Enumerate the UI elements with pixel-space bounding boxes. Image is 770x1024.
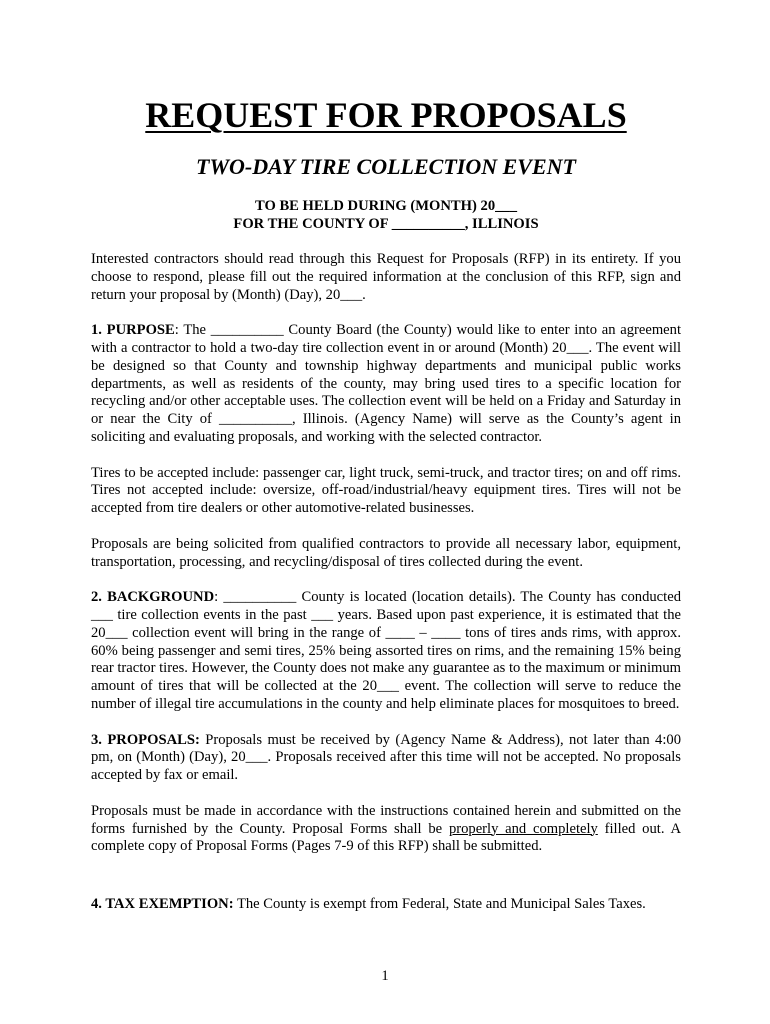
background-text: : __________ County is located (location details). The County has conducted ___ tire collection events in the past ___ years. Based upon past experience, it is estimated that the 20___ collection event will bring in the range of ____ – ____ tons of tires ands rims, with approx. 60% being passenger and semi tires, 25% being assorted tires on rims, and the remaining 15% being rear tractor tires. However, the County does not make any guarantee as to the maximum or minimum amount of tires that will be collected at the 20___ event. The collection will serve to reduce the number of illegal tire accumulations in the county and help eliminate places for mosquitoes to breed. <box>91 589 681 712</box>
forms-text-a: Proposals must be made in accordance with the instructions contained herein and submitted on the forms furnished by the County. Proposal Forms shall be <box>91 802 681 837</box>
tax-exemption-text: The County is exempt from Federal, State and Municipal Sales Taxes. <box>233 896 646 913</box>
tax-exemption-heading: 4. TAX EXEMPTION: <box>91 896 234 913</box>
intro-paragraph: Interested contractors should read through this Request for Proposals (RFP) in its entirety. If you choose to respond, please fill out the required information at the conclusion of this RFP, sign and return your proposal by (Month) (Day), 20___. <box>91 251 681 303</box>
purpose-text: : The __________ County Board (the County) would like to enter into an agreement with a contractor to hold a two-day tire collection event in or around (Month) 20___. The event will be designed so that County and township highway departments and municipal public works departments, as well as residents of the county, may bring used tires to a specific location for recycling and/or other acceptable uses. The collection event will be held on a Friday and Saturday in or near the City of __________, Illinois. (Agency Name) will serve as the County’s agent in soliciting and evaluating proposals, and working with the selected contractor. <box>91 322 682 445</box>
tax-exemption-paragraph <box>91 896 681 914</box>
proposals-text: Proposals must be received by (Agency Name & Address), not later than 4:00 pm, on (Month) (Day), 20___. Proposals received after this time will not be accepted. No proposals accepted by fax or email. <box>91 731 681 784</box>
document-body <box>91 93 681 914</box>
event-held-line-1: TO BE HELD DURING (MONTH) 20___ <box>254 198 518 214</box>
event-held-line-2: FOR THE COUNTY OF __________, ILLINOIS <box>233 216 539 232</box>
forms-text-underlined: properly and completely <box>448 820 598 837</box>
purpose-paragraph <box>91 322 681 447</box>
document-subtitle: TWO-DAY TIRE COLLECTION EVENT <box>196 154 576 179</box>
solicitation-paragraph: Proposals are being solicited from qualified contractors to provide all necessary labor, equipment, transportation, processing, and recycling/disposal of tires collected during the event. <box>91 535 681 570</box>
document-title: REQUEST FOR PROPOSALS <box>145 95 627 135</box>
background-heading: 2. BACKGROUND <box>91 589 215 606</box>
page-number: 1 <box>381 968 389 984</box>
forms-paragraph <box>91 803 681 856</box>
forms-text-b: filled out. A complete copy of Proposal Forms (Pages 7-9 of this RFP) shall be submitted. <box>91 820 681 855</box>
proposals-heading: 3. PROPOSALS: <box>91 731 200 748</box>
proposals-paragraph <box>91 732 681 785</box>
tires-paragraph: Tires to be accepted include: passenger car, light truck, semi-truck, and tractor tires; on and off rims. Tires not accepted include: oversize, off-road/industrial/heavy equipment tires. Tires will not be accepted from tire dealers or other automotive-related businesses. <box>91 464 681 517</box>
background-paragraph <box>91 589 681 714</box>
purpose-heading: 1. PURPOSE <box>91 322 175 339</box>
